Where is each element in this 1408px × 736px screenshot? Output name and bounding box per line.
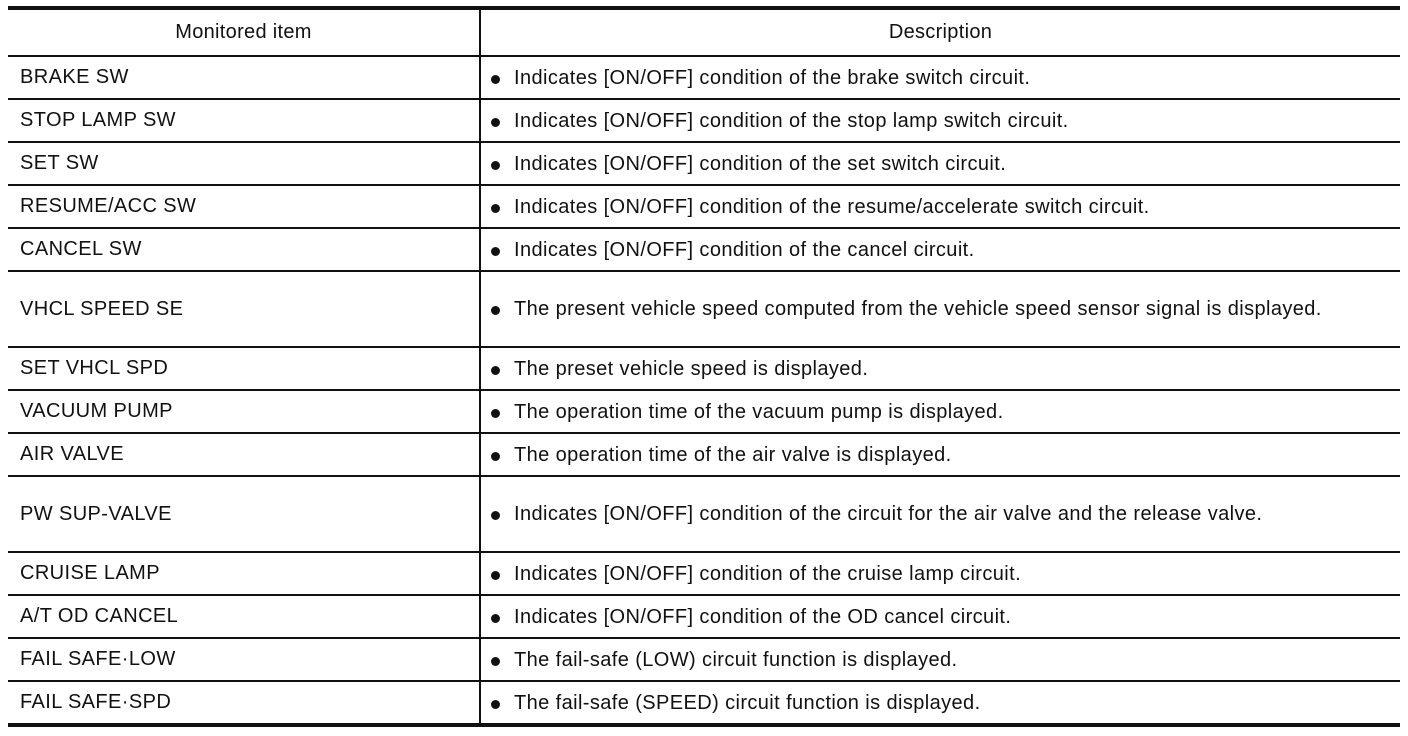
table-row	[8, 595, 1400, 638]
table-row	[8, 433, 1400, 476]
description-text: Indicates [ON/OFF] condition of the OD cancel circuit.	[514, 605, 1012, 628]
description-text: The operation time of the vacuum pump is displayed.	[514, 400, 1004, 423]
table-row	[8, 552, 1400, 595]
description-text: The present vehicle speed computed from the vehicle speed sensor signal is displayed.	[514, 298, 1322, 320]
description-text: Indicates [ON/OFF] condition of the cancel circuit.	[514, 238, 975, 261]
bullet-icon	[491, 452, 500, 461]
monitored-items-table	[8, 6, 1400, 727]
table-row	[8, 476, 1400, 552]
description-cell	[480, 99, 1400, 142]
table-row	[8, 56, 1400, 99]
monitored-item-cell: CRUISE LAMP	[8, 552, 480, 595]
monitored-item-cell: RESUME/ACC SW	[8, 185, 480, 228]
bullet-icon	[491, 204, 500, 213]
bullet-icon	[491, 511, 500, 520]
description-text: Indicates [ON/OFF] condition of the circuit for the air valve and the release valve.	[514, 503, 1263, 525]
table-row	[8, 390, 1400, 433]
description-cell	[480, 681, 1400, 725]
table-row	[8, 638, 1400, 681]
bullet-icon	[491, 571, 500, 580]
description-cell	[480, 476, 1400, 552]
table-body	[8, 56, 1400, 725]
description-cell	[480, 390, 1400, 433]
bullet-icon	[491, 700, 500, 709]
table-row	[8, 228, 1400, 271]
table-row	[8, 99, 1400, 142]
monitored-item-cell: SET VHCL SPD	[8, 347, 480, 390]
bullet-icon	[491, 161, 500, 170]
bullet-icon	[491, 409, 500, 418]
description-text: The preset vehicle speed is displayed.	[514, 357, 869, 380]
description-cell	[480, 347, 1400, 390]
description-text: Indicates [ON/OFF] condition of the brake switch circuit.	[514, 66, 1031, 89]
monitored-item-cell: BRAKE SW	[8, 56, 480, 99]
monitored-item-cell: FAIL SAFE·SPD	[8, 681, 480, 725]
description-cell	[480, 595, 1400, 638]
description-text: Indicates [ON/OFF] condition of the set switch circuit.	[514, 152, 1007, 175]
table-row	[8, 271, 1400, 347]
description-cell	[480, 228, 1400, 271]
description-cell	[480, 271, 1400, 347]
monitored-item-cell: VACUUM PUMP	[8, 390, 480, 433]
description-cell	[480, 552, 1400, 595]
bullet-icon	[491, 75, 500, 84]
monitored-item-cell: STOP LAMP SW	[8, 99, 480, 142]
description-cell	[480, 185, 1400, 228]
bullet-icon	[491, 657, 500, 666]
monitored-item-cell: SET SW	[8, 142, 480, 185]
column-header-monitored-item: Monitored item	[8, 8, 480, 56]
bullet-icon	[491, 118, 500, 127]
table-header	[8, 8, 1400, 56]
description-cell	[480, 433, 1400, 476]
description-cell	[480, 142, 1400, 185]
bullet-icon	[491, 614, 500, 623]
bullet-icon	[491, 306, 500, 315]
description-text: The fail-safe (SPEED) circuit function is displayed.	[514, 691, 981, 714]
table-row	[8, 142, 1400, 185]
description-text: Indicates [ON/OFF] condition of the cruise lamp circuit.	[514, 562, 1022, 585]
description-cell	[480, 638, 1400, 681]
monitored-item-cell: VHCL SPEED SE	[8, 271, 480, 347]
monitored-item-cell: PW SUP-VALVE	[8, 476, 480, 552]
monitored-item-cell: FAIL SAFE·LOW	[8, 638, 480, 681]
header-row	[8, 8, 1400, 56]
monitored-item-cell: A/T OD CANCEL	[8, 595, 480, 638]
description-text: Indicates [ON/OFF] condition of the stop lamp switch circuit.	[514, 109, 1069, 132]
bullet-icon	[491, 366, 500, 375]
table-row	[8, 185, 1400, 228]
table-row	[8, 681, 1400, 725]
description-text: The fail-safe (LOW) circuit function is displayed.	[514, 648, 958, 671]
description-text: The operation time of the air valve is displayed.	[514, 443, 952, 466]
monitored-item-cell: AIR VALVE	[8, 433, 480, 476]
table-row	[8, 347, 1400, 390]
monitored-item-cell: CANCEL SW	[8, 228, 480, 271]
bullet-icon	[491, 247, 500, 256]
description-cell	[480, 56, 1400, 99]
column-header-description: Description	[480, 8, 1400, 56]
description-text: Indicates [ON/OFF] condition of the resume/accelerate switch circuit.	[514, 195, 1150, 218]
